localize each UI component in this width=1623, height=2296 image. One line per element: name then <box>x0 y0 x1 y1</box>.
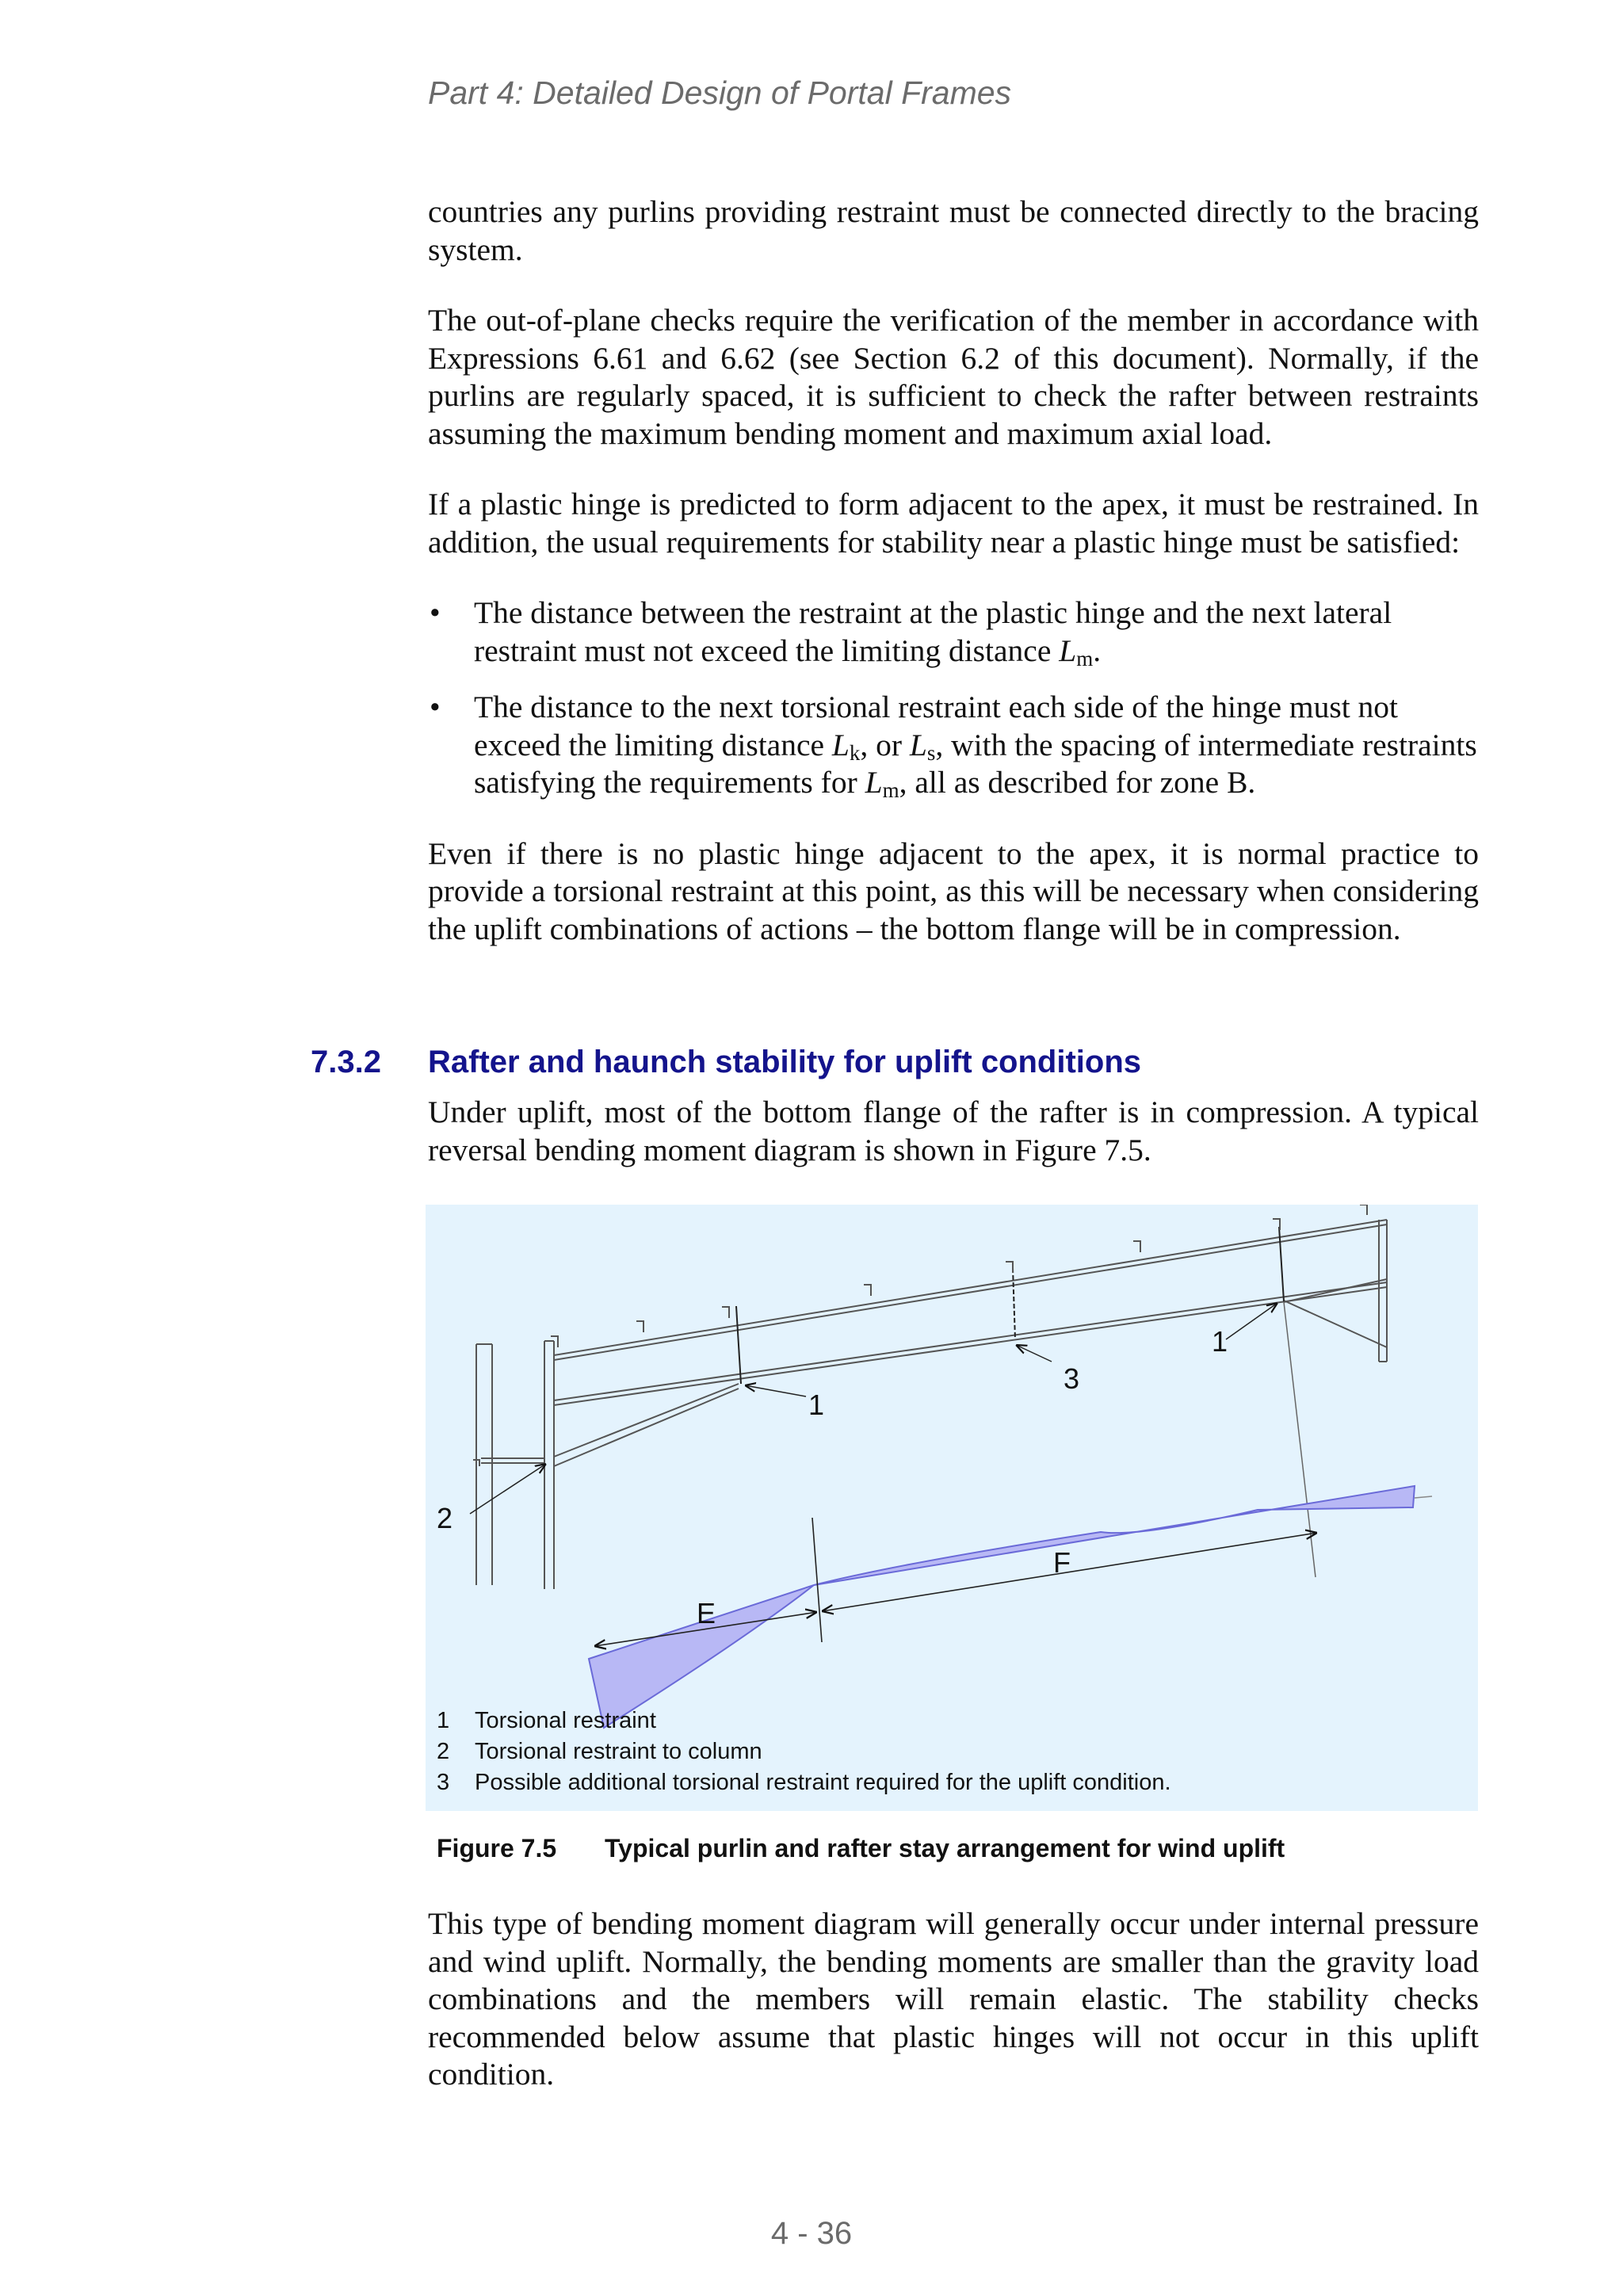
rafter-top-flange <box>554 1220 1387 1355</box>
list-item: • The distance between the restraint at the plastic hinge and the next lateral restraint must not exceed the limiting distance $L_m$. <box>428 594 1479 670</box>
paragraph-3: If a plastic hinge is predicted to form adjacent to the apex, it must be restrained. In addition, the usual requirements for stability near a plastic hinge must be satisfied: <box>428 487 1479 560</box>
section-paragraph: Under uplift, most of the bottom flange of the rafter is in compression. A typical reversal bending moment diagram is shown in Figure 7.5. <box>428 1095 1479 1167</box>
rafter-stay-apex <box>1279 1227 1284 1301</box>
rafter-bottom-flange <box>554 1282 1387 1400</box>
section-title: Rafter and haunch stability for uplift conditions <box>428 1045 1142 1079</box>
label-1-eaves: 1 <box>808 1389 825 1421</box>
figure-7-5 <box>426 1205 1478 1811</box>
list-item: • The distance to the next torsional restraint each side of the hinge must not exceed the limiting distance $L_k$, or $L_s$, with the spacing of intermediate restraints satisfying the requirements for $L_m$, all as described for zone B. <box>428 689 1479 802</box>
requirement-list <box>428 594 1479 802</box>
rafter-stay-1 <box>736 1306 741 1384</box>
section-heading <box>311 1045 1484 1080</box>
label-1-apex: 1 <box>1212 1325 1228 1358</box>
rafter-stay-additional <box>1013 1268 1015 1339</box>
body-text <box>428 193 1479 981</box>
figure-caption <box>437 1834 1285 1863</box>
paragraph-after-figure: This type of bending moment diagram will generally occur under internal pressure and wind uplift. Normally, the bending moments are smaller than the gravity load combinations and the members will remain elastic. The stability checks recommended below assume that plastic hinges will not occur in this uplift condition. <box>428 1906 1479 2092</box>
legend-item: 3 Possible additional torsional restraint required for the uplift condition. <box>437 1770 1171 1795</box>
label-F: F <box>1053 1546 1071 1579</box>
legend-item: 1 Torsional restraint <box>437 1708 656 1733</box>
paragraph-1: countries any purlins providing restraint must be connected directly to the bracing system. <box>428 194 1479 267</box>
label-E: E <box>697 1597 716 1629</box>
haunch-eaves <box>554 1389 739 1466</box>
figure-caption-text: Typical purlin and rafter stay arrangement for wind uplift <box>605 1834 1285 1862</box>
haunch-apex <box>1284 1279 1387 1302</box>
page-number: 4 - 36 <box>770 2216 853 2251</box>
running-header: Part 4: Detailed Design of Portal Frames <box>428 74 1012 111</box>
paragraph-4: Even if there is no plastic hinge adjacent to the apex, it is normal practice to provide a torsional restraint at this point, as this will be necessary when considering the uplift combinations of actions – the bottom flange will be in compression. <box>428 835 1479 946</box>
paragraph-2: The out-of-plane checks require the verification of the member in accordance with Expressions 6.61 and 6.62 (see Section 6.2 of this document). Normally, if the purlins are regularly spaced, it is sufficient to check the rafter between restraints assuming the maximum bending moment and maximum axial load. <box>428 303 1479 451</box>
figure-legend <box>437 1706 1171 1798</box>
label-2: 2 <box>437 1502 453 1534</box>
section-number: 7.3.2 <box>311 1045 381 1079</box>
label-3: 3 <box>1064 1362 1080 1395</box>
figure-number: Figure 7.5 <box>437 1834 557 1862</box>
legend-item: 2 Torsional restraint to column <box>437 1739 762 1764</box>
